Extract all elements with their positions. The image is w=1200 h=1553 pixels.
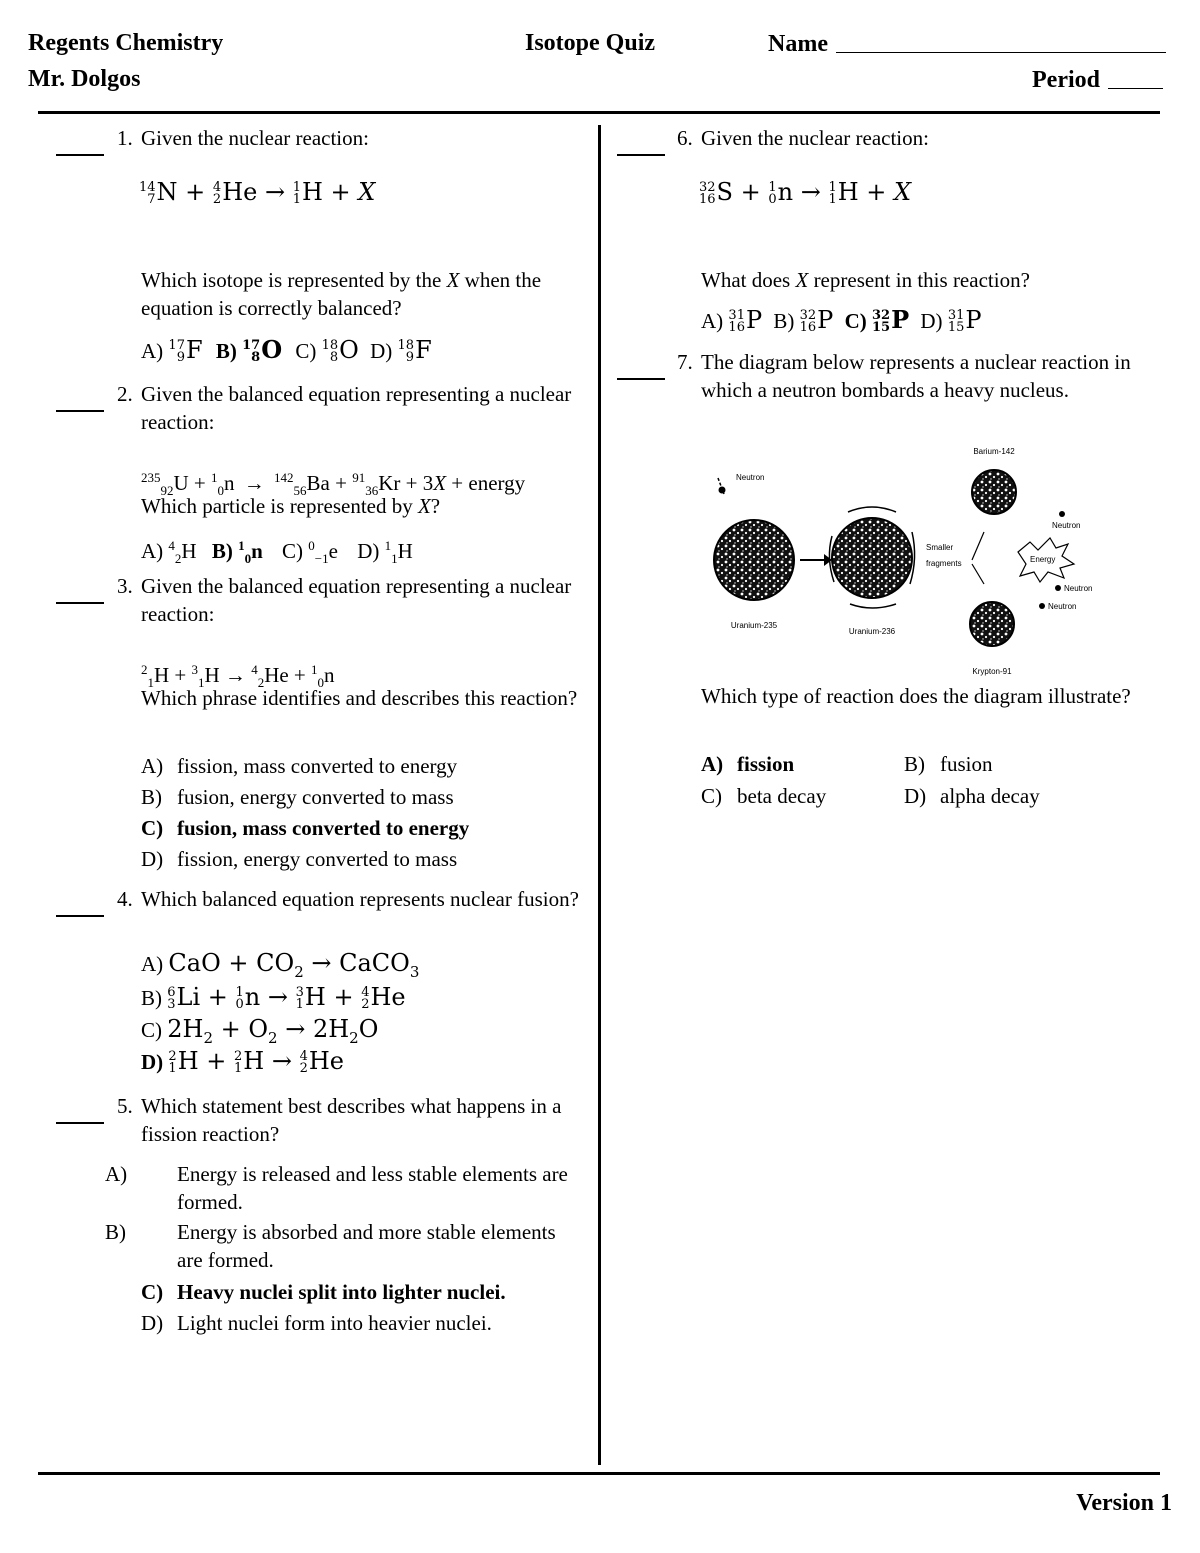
label-ba142: Barium-142 bbox=[973, 447, 1015, 456]
question-stem: The diagram below represents a nuclear reaction in which a neutron bombards a heavy nucleus. bbox=[701, 350, 1131, 402]
teacher-name: Mr. Dolgos bbox=[28, 66, 141, 92]
answer-blank-5[interactable] bbox=[56, 1122, 104, 1124]
choice-a[interactable]: A) Energy is released and less stable elements are formed. bbox=[105, 1162, 568, 1214]
question-stem: Given the nuclear reaction: bbox=[701, 126, 929, 150]
label-u236: Uranium-236 bbox=[848, 627, 896, 636]
label-u235: Uranium-235 bbox=[730, 621, 778, 630]
choice-d[interactable]: D) $^1_1$H bbox=[357, 538, 413, 567]
choice-c[interactable]: C) $2H_2 + O_2 \to 2H_2O$ bbox=[141, 1015, 379, 1047]
question-prompt: Which phrase identifies and describes this reaction? bbox=[141, 686, 578, 710]
question-prompt: Which type of reaction does the diagram illustrate? bbox=[701, 684, 1131, 708]
equation: 32 16 S + 1 0 n → 1 1 H + X bbox=[699, 178, 912, 207]
version-label: Version 1 bbox=[1076, 1490, 1172, 1516]
name-input-line[interactable] bbox=[836, 30, 1166, 53]
barium-142-nucleus bbox=[972, 470, 1016, 514]
choice-c[interactable]: C) 18 8 O bbox=[295, 336, 359, 365]
uranium-236-nucleus bbox=[832, 518, 912, 598]
answer-blank-1[interactable] bbox=[56, 154, 104, 156]
equation: $^2_1$H + $^3_1$H → $^4_2$He + $^1_0$n bbox=[141, 662, 335, 691]
emitted-neutron-1 bbox=[1059, 511, 1065, 517]
question-stem: Which statement best describes what happens in a fission reaction? bbox=[141, 1094, 562, 1146]
label-kr91: Krypton-91 bbox=[972, 667, 1012, 676]
question-prompt: Which particle is represented by X? bbox=[141, 494, 441, 518]
choice-c[interactable]: C) beta decay bbox=[701, 784, 827, 808]
column-divider bbox=[598, 125, 601, 1465]
choice-b[interactable]: B) 32 16 P bbox=[773, 306, 834, 335]
label-neutron-in: Neutron bbox=[736, 473, 765, 482]
answer-blank-6[interactable] bbox=[617, 154, 665, 156]
choice-b[interactable]: B) fusion, energy converted to mass bbox=[141, 785, 454, 809]
label-neutron-1: Neutron bbox=[1052, 521, 1081, 530]
choice-a[interactable]: A) $^4_2$H bbox=[141, 538, 197, 567]
quiz-title: Isotope Quiz bbox=[525, 30, 656, 56]
question-number: 7. bbox=[677, 350, 693, 374]
course-title: Regents Chemistry bbox=[28, 30, 224, 56]
choice-a[interactable]: A) 17 9 F bbox=[141, 336, 203, 365]
equation: $^{235}_{92}$U + $^1_0$n → $^{142}_{56}$Ba + $^{91}_{36}$Kr + 3X + energy bbox=[141, 470, 526, 499]
answer-blank-4[interactable] bbox=[56, 915, 104, 917]
period-label: Period bbox=[1032, 67, 1100, 93]
label-energy: Energy bbox=[1030, 555, 1056, 564]
answer-blank-2[interactable] bbox=[56, 410, 104, 412]
choice-d[interactable]: D) alpha decay bbox=[904, 784, 1040, 808]
choice-c[interactable]: C) Heavy nuclei split into lighter nuclei. bbox=[141, 1280, 506, 1304]
choice-a[interactable]: A) CaO + $CO_2$ → CaCO$_3$ bbox=[141, 949, 420, 981]
choice-b[interactable]: B) 17 8 O bbox=[215, 335, 283, 365]
emitted-neutron-2 bbox=[1055, 585, 1061, 591]
choice-a[interactable]: A) fission, mass converted to energy bbox=[141, 754, 458, 778]
choice-a[interactable]: A) fission bbox=[701, 752, 795, 776]
question-number: 5. bbox=[117, 1094, 133, 1118]
period-input-line[interactable] bbox=[1108, 66, 1163, 89]
choice-d[interactable]: D) Light nuclei form into heavier nuclei. bbox=[141, 1311, 492, 1335]
choice-a[interactable]: A) 31 16 P bbox=[701, 306, 763, 335]
answer-blank-3[interactable] bbox=[56, 602, 104, 604]
fission-diagram bbox=[700, 432, 1120, 682]
choice-b[interactable]: B) $^1_0$n bbox=[211, 538, 263, 567]
choice-d[interactable]: D) fission, energy converted to mass bbox=[141, 847, 458, 871]
choice-d[interactable]: D) 31 15 P bbox=[920, 306, 982, 335]
emitted-neutron-3 bbox=[1039, 603, 1045, 609]
choice-b[interactable]: B) fusion bbox=[904, 752, 993, 776]
answer-choices bbox=[701, 306, 982, 335]
equation: 14 7 N + 4 2 He → 1 1 H + X bbox=[139, 178, 376, 207]
question-number: 2. bbox=[117, 382, 133, 406]
choice-c[interactable]: C) fusion, mass converted to energy bbox=[141, 816, 470, 840]
answer-blank-7[interactable] bbox=[617, 378, 665, 380]
period-field[interactable] bbox=[1032, 66, 1163, 94]
name-label: Name bbox=[768, 31, 828, 57]
question-number: 3. bbox=[117, 574, 133, 598]
question-stem: Given the balanced equation representing a nuclear reaction: bbox=[141, 574, 572, 626]
label-neutron-3: Neutron bbox=[1048, 602, 1077, 611]
choice-d[interactable]: D) 2 1 H + 2 1 H → 4 2 He bbox=[141, 1047, 344, 1076]
label-smaller-fragments: Smaller bbox=[926, 543, 954, 552]
question-stem: Given the nuclear reaction: bbox=[141, 126, 369, 150]
answer-choices bbox=[141, 532, 413, 573]
question-prompt: Which isotope is represented by the X when the equation is correctly balanced? bbox=[141, 268, 542, 320]
choice-d[interactable]: D) 18 9 F bbox=[370, 336, 432, 365]
question-stem: Given the balanced equation representing a nuclear reaction: bbox=[141, 382, 572, 434]
name-field[interactable] bbox=[768, 30, 1166, 58]
footer-divider bbox=[38, 1472, 1160, 1475]
question-number: 6. bbox=[677, 126, 693, 150]
question-number: 1. bbox=[117, 126, 133, 150]
choice-c[interactable]: C) $^0_{-1}$e bbox=[282, 538, 338, 567]
question-prompt: What does X represent in this reaction? bbox=[701, 268, 1030, 292]
krypton-91-nucleus bbox=[970, 602, 1014, 646]
choice-b[interactable]: B) Energy is absorbed and more stable elements are formed. bbox=[105, 1220, 556, 1272]
choice-c[interactable]: C) 32 15 P bbox=[844, 305, 910, 335]
uranium-235-nucleus bbox=[714, 520, 794, 600]
choice-b[interactable]: B) 6 3 Li + 1 0 n → 3 1 H + 4 2 He bbox=[141, 983, 406, 1012]
label-smaller-fragments-2: fragments bbox=[926, 559, 962, 568]
label-neutron-2: Neutron bbox=[1064, 584, 1093, 593]
answer-choices bbox=[141, 336, 432, 365]
header-divider bbox=[38, 111, 1160, 114]
question-stem: Which balanced equation represents nuclear fusion? bbox=[141, 887, 579, 911]
question-number: 4. bbox=[117, 887, 133, 911]
